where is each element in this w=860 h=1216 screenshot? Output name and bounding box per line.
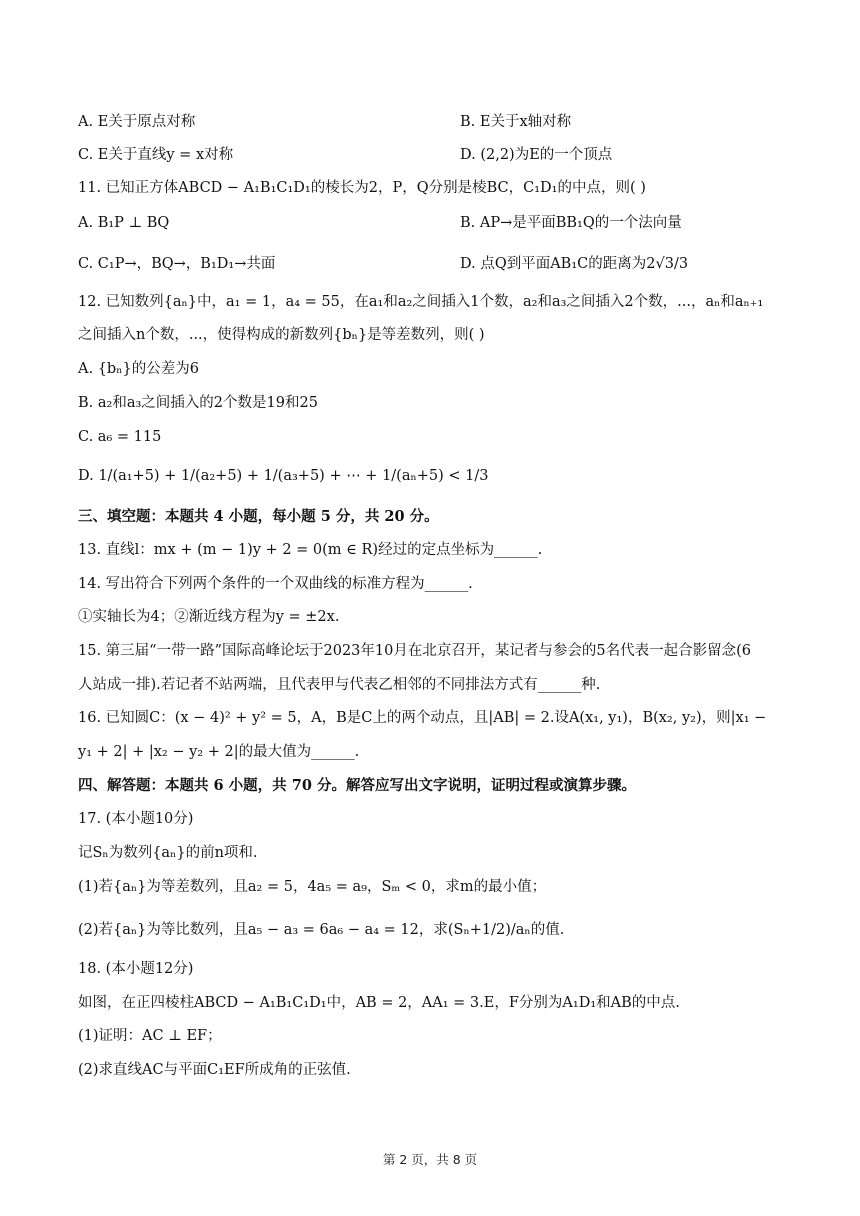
q16-line1: 16. 已知圆C：(x − 4)² + y² = 5，A，B是C上的两个动点，且|AB| = 2.设A(x₁, y₁)，B(x₂, y₂)，则|x₁ − xyxy=(78,710,767,726)
q11-option-a: A. B₁P ⊥ BQ xyxy=(78,215,170,231)
q18-part1: (1)证明：AC ⊥ EF； xyxy=(78,1028,222,1044)
q17-part1: (1)若{aₙ}为等差数列，且a₂ = 5，4a₅ = a₉，Sₘ < 0，求m的最小值； xyxy=(78,879,547,895)
q11-option-d: D. 点Q到平面AB₁C的距离为2√3/3 xyxy=(460,256,689,272)
q12-option-a: A. {bₙ}的公差为6 xyxy=(78,361,199,377)
q11-option-c: C. C₁P→，BQ→，B₁D₁→共面 xyxy=(78,256,276,272)
q12-option-d: D. 1/(a₁+5) + 1/(a₂+5) + 1/(a₃+5) + ⋯ + 1/(aₙ+5) < 1/3 xyxy=(78,468,489,484)
q13-text: 13. 直线l：mx + (m − 1)y + 2 = 0(m ∈ R)经过的定点坐标为______. xyxy=(78,542,543,558)
q14-stem: 14. 写出符合下列两个条件的一个双曲线的标准方程为______. xyxy=(78,576,473,592)
section-3-heading: 三、填空题：本题共 4 小题，每小题 5 分，共 20 分。 xyxy=(78,508,439,525)
q11-options-row1 xyxy=(78,213,790,233)
q10-option-c: C. E关于直线y = x对称 xyxy=(78,147,234,163)
q18-intro: 如图，在正四棱柱ABCD − A₁B₁C₁D₁中，AB = 2，AA₁ = 3.E，F分别为A₁D₁和AB的中点. xyxy=(78,995,680,1011)
q12-option-b: B. a₂和a₃之间插入的2个数是19和25 xyxy=(78,395,318,411)
q12-stem-line1: 12. 已知数列{aₙ}中，a₁ = 1，a₄ = 55，在a₁和a₂之间插入1个数，a₂和a₃之间插入2个数，...，aₙ和aₙ₊₁ xyxy=(78,294,764,310)
q11-stem: 11. 已知正方体ABCD − A₁B₁C₁D₁的棱长为2，P，Q分别是棱BC，C₁D₁的中点，则( ) xyxy=(78,180,646,196)
page-footer: 第 2 页，共 8 页 xyxy=(382,1152,478,1167)
q17-heading: 17. (本小题10分) xyxy=(78,811,194,827)
q14-conditions: ①实轴长为4；②渐近线方程为y = ±2x. xyxy=(78,609,340,625)
q17-part2: (2)若{aₙ}为等比数列，且a₅ − a₃ = 6a₆ − a₄ = 12，求(Sₙ+1/2)/aₙ的值. xyxy=(78,922,565,938)
q11-option-b: B. AP→是平面BB₁Q的一个法向量 xyxy=(460,215,682,231)
q15-line2: 人站成一排).若记者不站两端，且代表甲与代表乙相邻的不同排法方式有______种. xyxy=(78,677,601,693)
q10-options-row2 xyxy=(78,145,790,165)
q17-intro: 记Sₙ为数列{aₙ}的前n项和. xyxy=(78,845,258,861)
q12-stem-line2: 之间插入n个数，...，使得构成的新数列{bₙ}是等差数列，则( ) xyxy=(78,327,485,343)
section-4-heading: 四、解答题：本题共 6 小题，共 70 分。解答应写出文字说明，证明过程或演算步骤。 xyxy=(78,777,636,794)
q18-part2: (2)求直线AC与平面C₁EF所成角的正弦值. xyxy=(78,1062,351,1078)
q10-options-row1 xyxy=(78,112,790,132)
q16-line2: y₁ + 2| + |x₂ − y₂ + 2|的最大值为______. xyxy=(78,744,360,760)
q10-option-d: D. (2,2)为E的一个顶点 xyxy=(460,147,613,163)
q10-option-b: B. E关于x轴对称 xyxy=(460,114,572,130)
q18-heading: 18. (本小题12分) xyxy=(78,961,194,977)
q15-line1: 15. 第三届“一带一路”国际高峰论坛于2023年10月在北京召开，某记者与参会的5名代表一起合影留念(6 xyxy=(78,643,751,659)
q12-option-c: C. a₆ = 115 xyxy=(78,429,162,445)
q10-option-a: A. E关于原点对称 xyxy=(78,114,196,130)
q11-options-row2 xyxy=(78,254,790,274)
